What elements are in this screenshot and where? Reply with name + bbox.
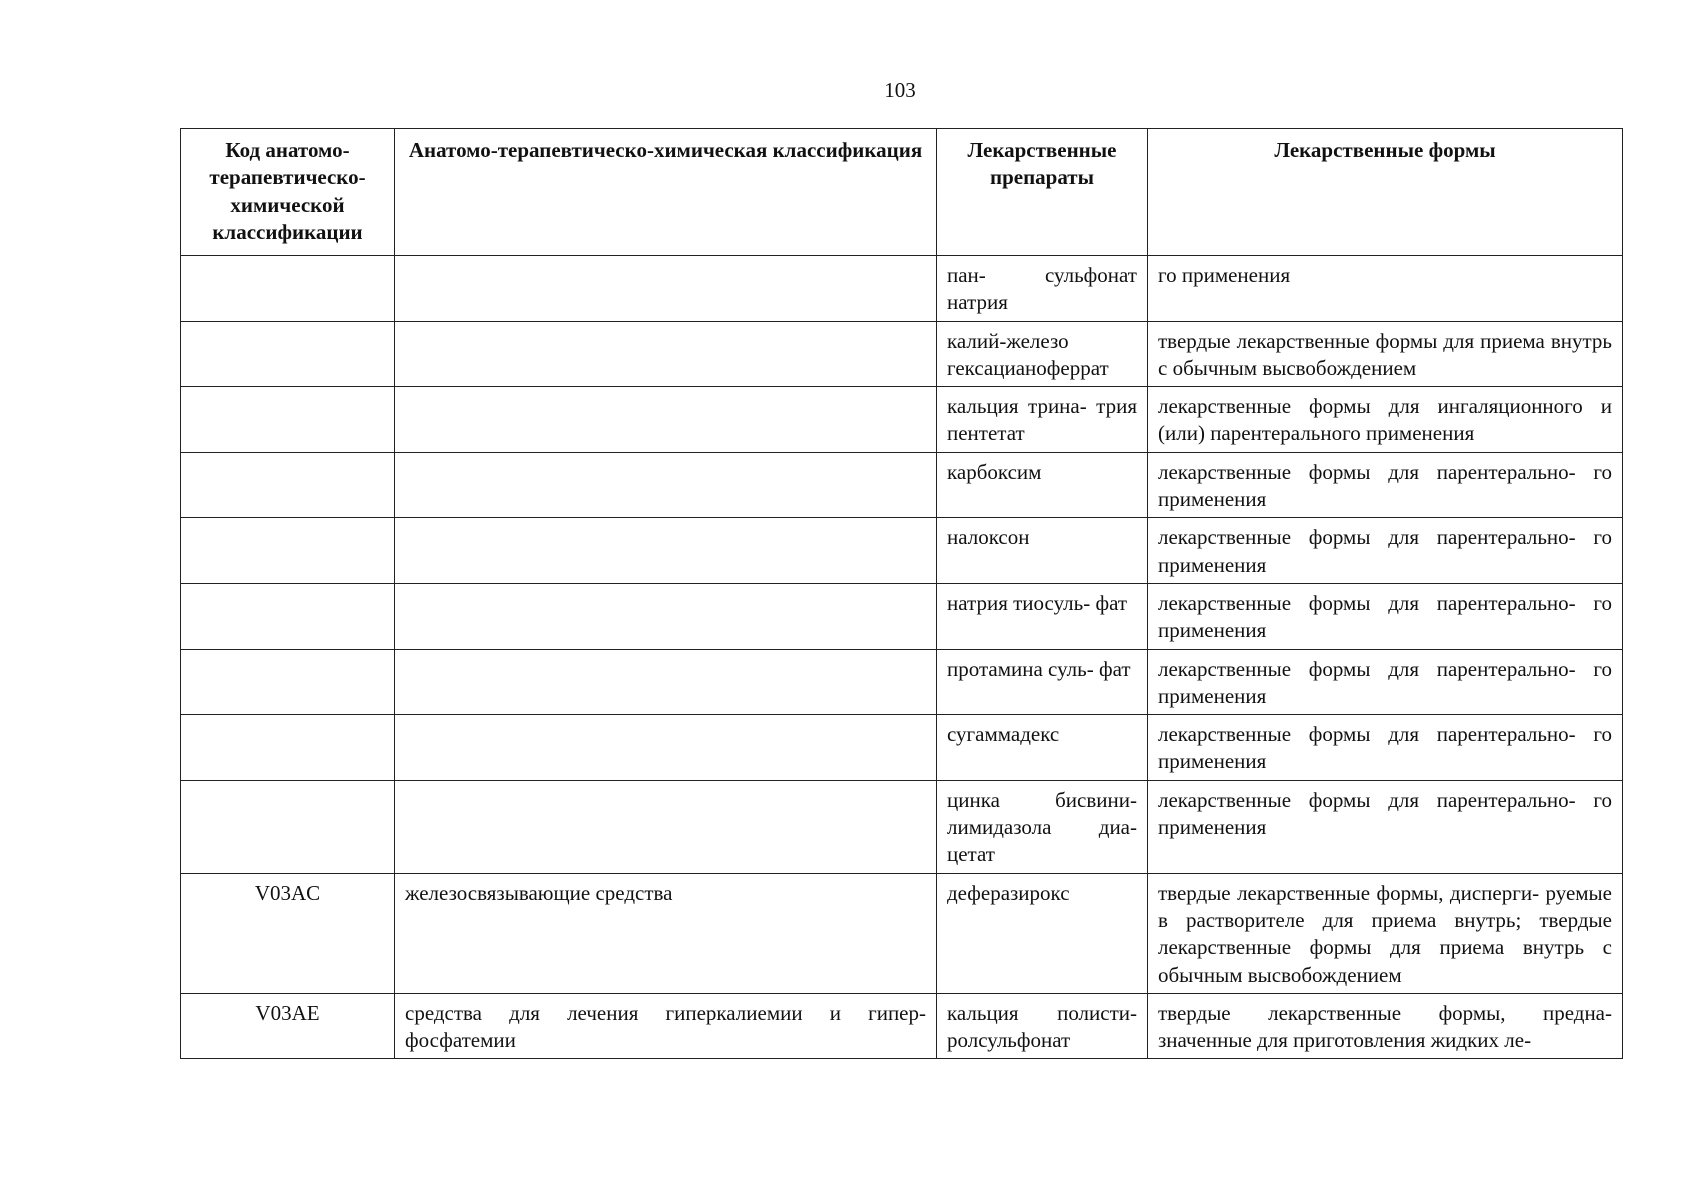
table-row — [181, 780, 1623, 873]
cell-code — [181, 780, 395, 873]
cell-classification — [395, 387, 937, 453]
cell-classification — [395, 452, 937, 518]
cell-dosage-form: лекарственные формы для парентерально- го применения — [1148, 715, 1623, 781]
table-row — [181, 518, 1623, 584]
cell-classification — [395, 321, 937, 387]
cell-drug: сугаммадекс — [937, 715, 1148, 781]
header-atc-code: Код анатомо-терапевтическо-химической классификации — [181, 129, 395, 256]
cell-dosage-form: твердые лекарственные формы, дисперги- руемые в растворителе для приема внутрь; твердые лекарственные формы для приема внутрь с обычным высвобождением — [1148, 873, 1623, 993]
cell-dosage-form: лекарственные формы для парентерально- го применения — [1148, 452, 1623, 518]
cell-dosage-form: лекарственные формы для парентерально- го применения — [1148, 649, 1623, 715]
cell-dosage-form: лекарственные формы для ингаляционного и (или) парентерального применения — [1148, 387, 1623, 453]
cell-dosage-form: го применения — [1148, 256, 1623, 322]
cell-dosage-form: лекарственные формы для парентерально- го применения — [1148, 780, 1623, 873]
table-row — [181, 873, 1623, 993]
cell-dosage-form: лекарственные формы для парентерально- го применения — [1148, 583, 1623, 649]
table-row — [181, 583, 1623, 649]
cell-code — [181, 583, 395, 649]
cell-dosage-form: твердые лекарственные формы для приема внутрь с обычным высвобождением — [1148, 321, 1623, 387]
cell-drug: протамина суль- фат — [937, 649, 1148, 715]
cell-dosage-form: лекарственные формы для парентерально- го применения — [1148, 518, 1623, 584]
cell-drug: калий-железо гексацианоферрат — [937, 321, 1148, 387]
cell-classification — [395, 780, 937, 873]
atc-classification-table — [180, 128, 1623, 1059]
cell-classification — [395, 518, 937, 584]
cell-code — [181, 321, 395, 387]
cell-drug: натрия тиосуль- фат — [937, 583, 1148, 649]
cell-code — [181, 715, 395, 781]
cell-drug: пан- сульфонат натрия — [937, 256, 1148, 322]
table-row — [181, 387, 1623, 453]
header-drugs: Лекарственные препараты — [937, 129, 1148, 256]
header-dosage-forms: Лекарственные формы — [1148, 129, 1623, 256]
header-row — [181, 129, 1623, 256]
cell-classification: железосвязывающие средства — [395, 873, 937, 993]
cell-drug: деферазирокс — [937, 873, 1148, 993]
cell-code — [181, 452, 395, 518]
cell-drug: кальция трина- трия пентетат — [937, 387, 1148, 453]
cell-drug: карбоксим — [937, 452, 1148, 518]
cell-drug: налоксон — [937, 518, 1148, 584]
table-row — [181, 452, 1623, 518]
cell-code — [181, 387, 395, 453]
cell-drug: цинка бисвини- лимидазола диа- цетат — [937, 780, 1148, 873]
cell-code — [181, 256, 395, 322]
page-number: 103 — [884, 78, 916, 102]
table-row — [181, 321, 1623, 387]
cell-classification — [395, 715, 937, 781]
cell-code — [181, 649, 395, 715]
cell-classification — [395, 583, 937, 649]
cell-dosage-form: твердые лекарственные формы, предна- значенные для приготовления жидких ле- — [1148, 993, 1623, 1059]
table-row — [181, 715, 1623, 781]
cell-code — [181, 518, 395, 584]
cell-code: V03AC — [181, 873, 395, 993]
cell-classification — [395, 256, 937, 322]
cell-code: V03AE — [181, 993, 395, 1059]
table-row — [181, 256, 1623, 322]
table-row — [181, 649, 1623, 715]
cell-classification — [395, 649, 937, 715]
cell-classification: средства для лечения гиперкалиемии и гипер- фосфатемии — [395, 993, 937, 1059]
header-atc-classification: Анатомо-терапевтическо-химическая классификация — [395, 129, 937, 256]
table-row — [181, 993, 1623, 1059]
table-header — [181, 129, 1623, 256]
cell-drug: кальция полисти- ролсульфонат — [937, 993, 1148, 1059]
table-body — [181, 256, 1623, 1059]
